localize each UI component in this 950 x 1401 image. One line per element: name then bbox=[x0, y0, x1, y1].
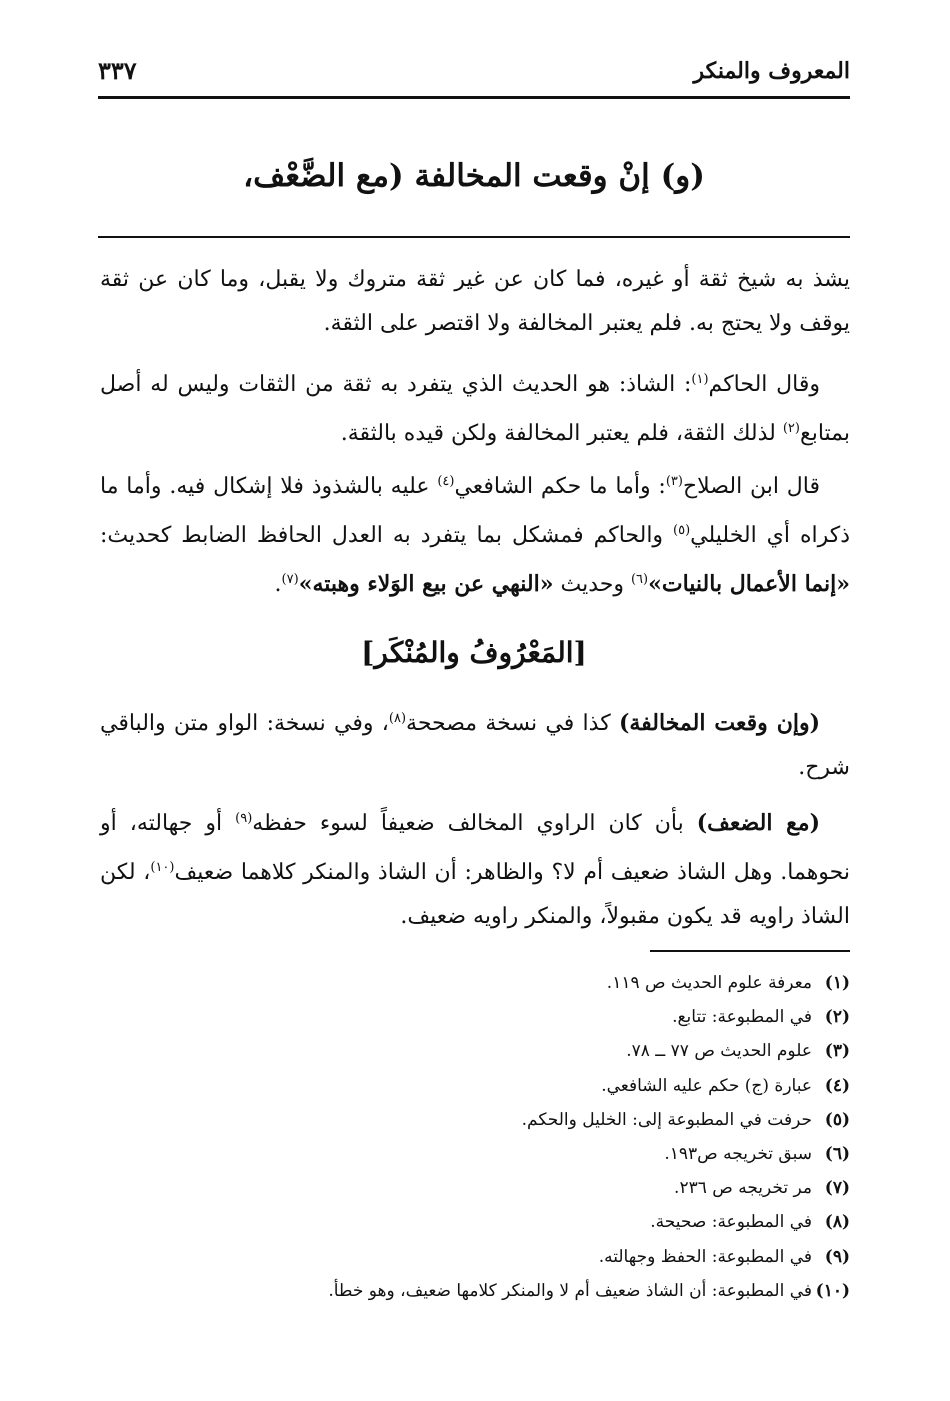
footnote bbox=[98, 1137, 850, 1171]
text-run: ، وفي نسخة: الواو متن والباقي شرح. bbox=[100, 711, 850, 780]
footnote-ref-1[interactable]: (١) bbox=[691, 372, 709, 387]
footnote-ref-5[interactable]: (٥) bbox=[673, 523, 691, 538]
text-run: وقال الحاكم bbox=[708, 372, 821, 397]
footnote-text: في المطبوعة: أن الشاذ ضعيف أم لا والمنكر كلامها ضعيف، وهو خطأ. bbox=[328, 1280, 812, 1301]
footnote-number: (٤) bbox=[824, 1075, 850, 1096]
running-title: المعروف والمنكر bbox=[693, 58, 850, 84]
footnote bbox=[98, 1069, 850, 1103]
hadith-quote: «إنما الأعمال بالنيات» bbox=[648, 571, 850, 597]
footnote-number: (٦) bbox=[824, 1143, 850, 1164]
footnote bbox=[98, 1171, 850, 1205]
footnote-separator bbox=[650, 950, 850, 952]
page-header bbox=[98, 52, 850, 92]
footnote-text: عبارة (ج) حكم عليه الشافعي. bbox=[601, 1075, 812, 1096]
text-run: عليه بالشذوذ فلا إشكال فيه. وأما ما ذكراه أي الخليلي bbox=[100, 474, 850, 548]
hadith-quote: «النهي عن بيع الوَلاء وهبته» bbox=[298, 571, 554, 597]
matn-divider bbox=[98, 236, 850, 238]
footnote bbox=[98, 966, 850, 1000]
text-run: : الشاذ: هو الحديث الذي يتفرد به ثقة من الثقات وليس له أصل بمتابع bbox=[100, 372, 850, 446]
footnote bbox=[98, 1240, 850, 1274]
text-run: والحاكم فمشكل بما يتفرد به العدل الحافظ الضابط كحديث: bbox=[100, 523, 674, 548]
footnote-number: (٥) bbox=[824, 1109, 850, 1130]
text-run: كذا في نسخة مصححة bbox=[406, 711, 619, 736]
text-run: قال ابن الصلاح bbox=[682, 474, 820, 499]
footnote bbox=[98, 1274, 850, 1308]
text-run: وحديث bbox=[553, 572, 631, 597]
lemma: (مع الضعف) bbox=[696, 810, 820, 836]
footnote-ref-7[interactable]: (٧) bbox=[281, 572, 299, 587]
text-run: أو جهالته، أو نحوهما. وهل الشاذ ضعيف أم لا؟ والظاهر: أن الشاذ والمنكر كلاهما ضعيف bbox=[100, 811, 850, 885]
footnote-ref-10[interactable]: (١٠) bbox=[150, 860, 175, 875]
footnote-number: (٣) bbox=[824, 1041, 850, 1062]
paragraph-5 bbox=[100, 797, 850, 939]
footnote-text: علوم الحديث ص ٧٧ ــ ٧٨. bbox=[626, 1041, 812, 1062]
footnote-number: (١٠) bbox=[815, 1280, 850, 1301]
footnote-number: (٢) bbox=[824, 1007, 850, 1028]
footnote-text: حرفت في المطبوعة إلى: الخليل والحكم. bbox=[521, 1109, 812, 1130]
footnote bbox=[98, 1000, 850, 1034]
paragraph-4 bbox=[100, 697, 850, 790]
section-heading: [المَعْرُوفُ والمُنْكَر] bbox=[361, 636, 587, 669]
footnote-text: في المطبوعة: تتابع. bbox=[672, 1007, 812, 1028]
text-run: ، لكن الشاذ راويه قد يكون مقبولاً، والمنكر راويه ضعيف. bbox=[100, 860, 850, 929]
footnote-ref-4[interactable]: (٤) bbox=[437, 474, 455, 489]
paragraph-1: يشذ به شيخ ثقة أو غيره، فما كان عن غير ثقة متروك ولا يقبل، وما كان عن ثقة يوقف ولا يحتج به. فلم يعتبر المخالفة ولا اقتصر على الثقة. bbox=[100, 267, 850, 336]
footnote-number: (٨) bbox=[824, 1212, 850, 1233]
paragraph-3 bbox=[100, 460, 850, 607]
footnote-text: في المطبوعة: الحفظ وجهالته. bbox=[598, 1246, 812, 1267]
footnote-ref-3[interactable]: (٣) bbox=[665, 474, 683, 489]
paragraph-2 bbox=[100, 358, 850, 456]
footnote-number: (١) bbox=[824, 973, 850, 993]
header-rule bbox=[98, 96, 850, 99]
footnote-text: سبق تخريجه ص١٩٣. bbox=[664, 1143, 812, 1164]
lemma: (وإن وقعت المخالفة) bbox=[618, 710, 821, 736]
page-number: ٣٣٧ bbox=[98, 56, 137, 85]
matn-text: (و) إنْ وقعت المخالفة (مع الضَّعْف، bbox=[243, 158, 705, 194]
text-run: بأن كان الراوي المخالف ضعيفاً لسوء حفظه bbox=[252, 811, 697, 836]
footnotes-list bbox=[98, 966, 850, 1308]
text-run: : وأما ما حكم الشافعي bbox=[454, 474, 666, 499]
text-run: . bbox=[274, 572, 282, 597]
footnote bbox=[98, 1103, 850, 1137]
footnote-number: (٧) bbox=[824, 1178, 850, 1199]
footnote-text: مر تخريجه ص ٢٣٦. bbox=[674, 1178, 812, 1199]
footnote-number: (٩) bbox=[824, 1246, 850, 1267]
footnote-text: في المطبوعة: صحيحة. bbox=[650, 1212, 812, 1233]
text-run: لذلك الثقة، فلم يعتبر المخالفة ولكن قيده بالثقة. bbox=[340, 421, 783, 446]
footnote-text: معرفة علوم الحديث ص ١١٩. bbox=[606, 973, 812, 993]
footnote-ref-6[interactable]: (٦) bbox=[630, 572, 649, 587]
footnote bbox=[98, 1034, 850, 1068]
footnote bbox=[98, 1205, 850, 1239]
footnote-ref-2[interactable]: (٢) bbox=[782, 421, 800, 436]
footnote-ref-9[interactable]: (٩) bbox=[235, 811, 253, 826]
footnote-ref-8[interactable]: (٨) bbox=[388, 711, 407, 726]
